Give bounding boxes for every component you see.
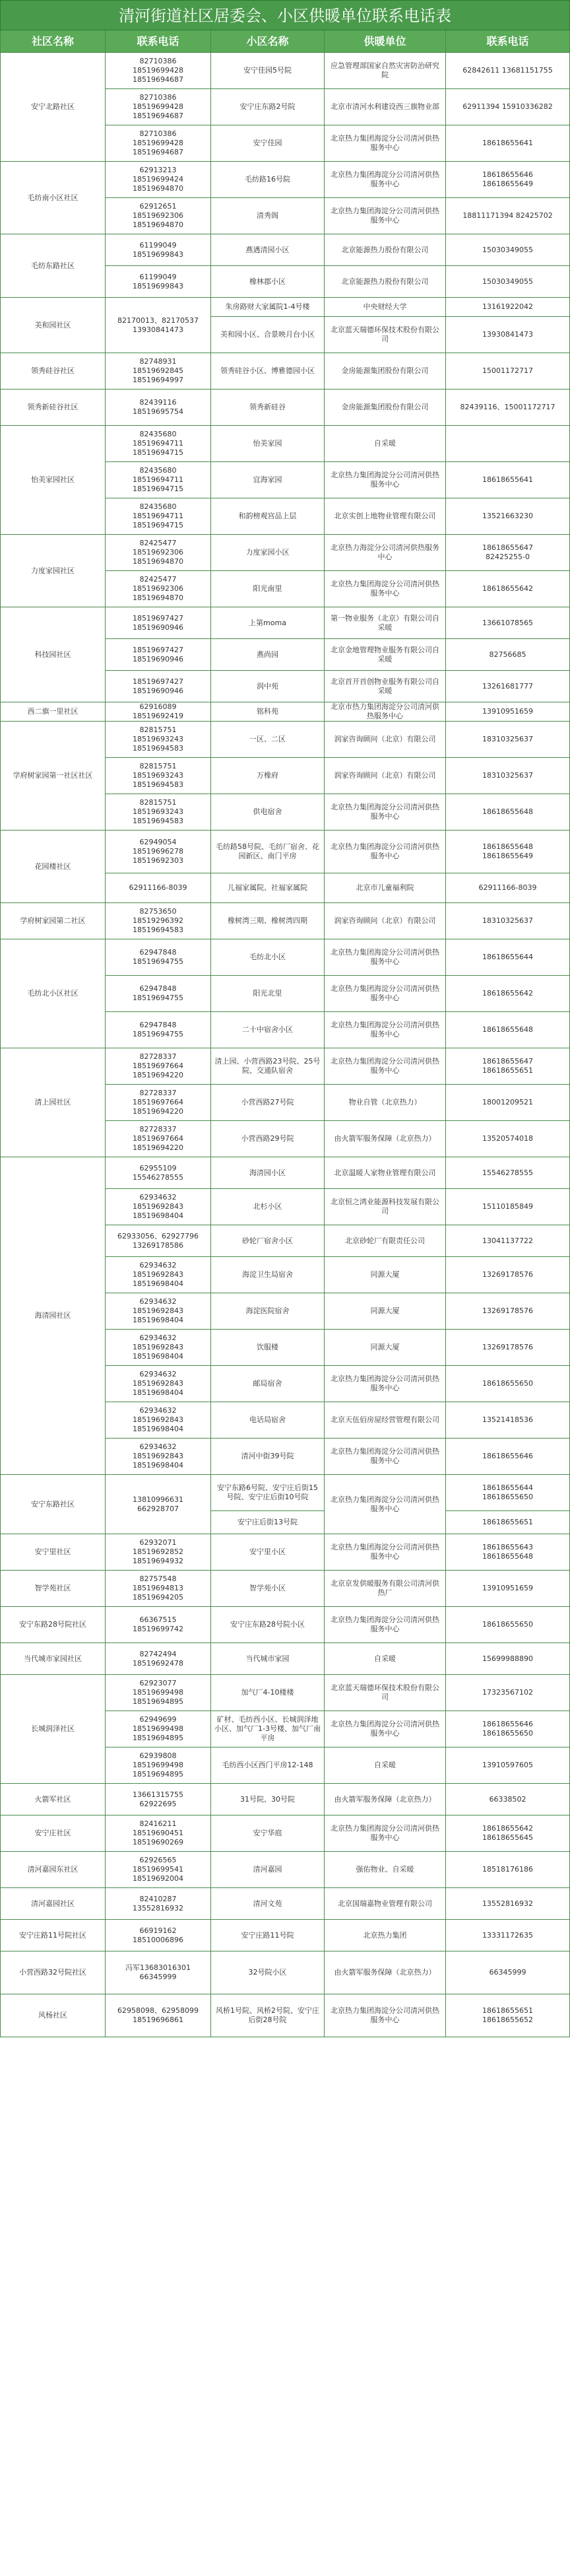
heating-unit: 北京温暖人家物业管理有限公司	[325, 1157, 446, 1189]
heating-unit: 北京热力集团海淀分公司清河供热服务中心	[325, 939, 446, 976]
compound-name: 阳光北里	[211, 976, 325, 1012]
community-phone: 82710386 18519699428 18519694687	[106, 53, 211, 89]
community-phone: 82425477 18519692306 18519694870	[106, 535, 211, 571]
compound-name: 当代城市家园	[211, 1643, 325, 1675]
community-phone: 62911166-8039	[106, 873, 211, 903]
community-name: 清河嘉园东社区	[0, 1852, 106, 1888]
heating-unit: 第一物业服务（北京）有限公司自采暖	[325, 607, 446, 639]
compound-name: 供电宿舍	[211, 794, 325, 830]
heating-phone: 18618655642	[446, 571, 570, 607]
compound-name: 橡林郡小区	[211, 266, 325, 298]
heating-phone: 15030349055	[446, 234, 570, 266]
heating-unit: 北京天伍佰房屋经营管理有限公司	[325, 1402, 446, 1439]
community-phone: 62934632 18519692843 18519698404	[106, 1293, 211, 1330]
community-phone: 62947848 18519694755	[106, 976, 211, 1012]
community-phone: 18519697427 18519690946	[106, 607, 211, 639]
compound-name: 清秀阁	[211, 198, 325, 234]
compound-name: 二十中宿舍小区	[211, 1012, 325, 1048]
community-phone: 62934632 18519692843 18519698404	[106, 1189, 211, 1225]
community-phone: 13661315755 62922695	[106, 1784, 211, 1815]
heating-unit: 北京热力集团海淀分公司清河供热服务中心	[325, 198, 446, 234]
community-phone: 61199049 18519699843	[106, 266, 211, 298]
heating-unit: 自采暖	[325, 1747, 446, 1784]
community-phone: 62932071 18519692852 18519694932	[106, 1534, 211, 1571]
compound-name: 清河文苑	[211, 1888, 325, 1920]
heating-phone: 13552816932	[446, 1888, 570, 1920]
heating-phone: 15699988890	[446, 1643, 570, 1675]
heating-phone: 13910951659	[446, 1571, 570, 1607]
community-name: 风杨社区	[0, 1994, 106, 2037]
community-name: 安宁东路社区	[0, 1475, 106, 1534]
community-name: 火箭军社区	[0, 1784, 106, 1815]
compound-name: 领秀新硅谷	[211, 390, 325, 426]
heating-unit: 北京市清河水利建设西三旗物业部	[325, 89, 446, 125]
heating-unit: 北京热力集团海淀分公司清河供热服务中心	[325, 1607, 446, 1643]
heating-phone: 66345999	[446, 1951, 570, 1994]
compound-name: 海淀卫生局宿舍	[211, 1257, 325, 1293]
compound-name: 安宁庄后街13号院	[211, 1511, 325, 1534]
compound-name: 上第moma	[211, 607, 325, 639]
community-name: 领秀新硅谷社区	[0, 390, 106, 426]
community-name: 安宁里社区	[0, 1534, 106, 1571]
heating-unit: 北京热力集团	[325, 1920, 446, 1951]
heating-phone: 18618655646 18618655649	[446, 162, 570, 198]
community-phone: 62934632 18519692843 18519698404	[106, 1439, 211, 1475]
compound-name: 海清园小区	[211, 1157, 325, 1189]
heating-unit: 北京热力集团海淀分公司清河供热服务中心	[325, 571, 446, 607]
header-heating-phone: 联系电话	[446, 30, 570, 53]
heating-phone: 18618655642 18618655645	[446, 1815, 570, 1852]
community-phone: 62934632 18519692843 18519698404	[106, 1330, 211, 1366]
compound-name: 清河嘉园	[211, 1852, 325, 1888]
compound-name: 安宁佳园5号院	[211, 53, 325, 89]
heating-phone: 15030349055	[446, 266, 570, 298]
heating-phone: 15001172717	[446, 353, 570, 390]
heating-phone: 18618655648	[446, 794, 570, 830]
compound-name: 毛纺路16号院	[211, 162, 325, 198]
heating-unit: 北京热力集团海淀分公司清河供热服务中心	[325, 125, 446, 162]
page-title: 清河街道社区居委会、小区供暖单位联系电话表	[0, 0, 570, 30]
community-phone: 82728337 18519697664 18519694220	[106, 1085, 211, 1121]
community-name: 科技园社区	[0, 607, 106, 702]
community-phone: 18519697427 18519690946	[106, 639, 211, 671]
compound-name: 领秀硅谷小区、博雅德园小区	[211, 353, 325, 390]
heating-unit: 由火箭军服务保障（北京热力）	[325, 1951, 446, 1994]
heating-phone: 17323567102	[446, 1675, 570, 1711]
heating-phone: 18618655644	[446, 939, 570, 976]
compound-name: 智学苑小区	[211, 1571, 325, 1607]
header-community-name: 社区名称	[0, 30, 106, 53]
community-phone: 82815751 18519693243 18519694583	[106, 758, 211, 794]
community-name: 安宁庄路11号院社区	[0, 1920, 106, 1951]
heating-phone: 13269178576	[446, 1330, 570, 1366]
compound-name: 毛纺路58号院、毛纺厂宿舍、花园新区、南门平房	[211, 830, 325, 873]
community-phone: 82435680 18519694711 18519694715	[106, 498, 211, 535]
compound-name: 万橡府	[211, 758, 325, 794]
community-name: 安宁北路社区	[0, 53, 106, 162]
community-name: 美和园社区	[0, 298, 106, 353]
heating-phone: 82439116、15001172717	[446, 390, 570, 426]
community-phone: 62934632 18519692843 18519698404	[106, 1366, 211, 1402]
heating-phone: 62911394 15910336282	[446, 89, 570, 125]
community-name: 西二旗一里社区	[0, 702, 106, 722]
heating-unit: 北京能源热力股份有限公司	[325, 266, 446, 298]
community-phone: 62912651 18519692306 18519694870	[106, 198, 211, 234]
compound-name: 安宁佳园	[211, 125, 325, 162]
compound-name: 加气厂4-10楼楼	[211, 1675, 325, 1711]
community-phone: 82416211 18519690451 18519690269	[106, 1815, 211, 1852]
heating-unit: 北京热力集团海淀分公司清河供热服务中心	[325, 976, 446, 1012]
heating-unit: 润家咨询顾问（北京）有限公司	[325, 758, 446, 794]
compound-name: 31号院、30号院	[211, 1784, 325, 1815]
heating-unit: 北京首开首创物业服务有限公司自采暖	[325, 671, 446, 702]
heating-unit: 润家咨询顾问（北京）有限公司	[325, 903, 446, 939]
heating-phone: 62911166-8039	[446, 873, 570, 903]
heating-phone: 18310325637	[446, 758, 570, 794]
community-name: 长城润泽社区	[0, 1675, 106, 1784]
heating-unit: 强佑物业、自采暖	[325, 1852, 446, 1888]
header-heating-unit: 供暖单位	[325, 30, 446, 53]
community-phone: 61199049 18519699843	[106, 234, 211, 266]
community-phone: 82710386 18519699428 18519694687	[106, 125, 211, 162]
compound-name: 北杉小区	[211, 1189, 325, 1225]
community-phone: 82757548 18519694813 18519694205	[106, 1571, 211, 1607]
compound-name: 铭科苑	[211, 702, 325, 722]
heating-unit: 由火箭军服务保障（北京热力）	[325, 1784, 446, 1815]
heating-phone: 18618655647 18618655651	[446, 1048, 570, 1085]
heating-unit: 北京市热力集团海淀分公司清河供热服务中心	[325, 702, 446, 722]
compound-name: 润中苑	[211, 671, 325, 702]
heating-unit: 同源大厦	[325, 1330, 446, 1366]
compound-name: 力度家园小区	[211, 535, 325, 571]
community-phone: 62923077 18519699498 18519694895	[106, 1675, 211, 1711]
heating-unit: 同源大厦	[325, 1257, 446, 1293]
community-name: 怡美家园社区	[0, 426, 106, 535]
community-phone: 62926565 18519699541 18519692004	[106, 1852, 211, 1888]
heating-phone: 13521663230	[446, 498, 570, 535]
heating-unit: 北京恒之鸿业能源科技发展有限公司	[325, 1189, 446, 1225]
heating-unit: 中央财经大学	[325, 298, 446, 317]
community-name: 力度家园社区	[0, 535, 106, 607]
heating-unit: 自采暖	[325, 426, 446, 462]
heating-phone: 15546278555	[446, 1157, 570, 1189]
community-phone: 82748931 18519692845 18519694997	[106, 353, 211, 390]
heating-phone: 18618655651	[446, 1511, 570, 1534]
heating-unit: 北京国瑞嘉物业管理有限公司	[325, 1888, 446, 1920]
heating-phone: 13910951659	[446, 702, 570, 722]
community-name: 海清园社区	[0, 1157, 106, 1475]
community-phone: 82815751 18519693243 18519694583	[106, 794, 211, 830]
compound-name: 安宁里小区	[211, 1534, 325, 1571]
compound-name: 安宁东路6号院、安宁庄后街15号院、安宁庄后街10号院	[211, 1475, 325, 1511]
heating-unit: 北京砂轮厂有限责任公司	[325, 1225, 446, 1257]
heating-phone: 18618655641	[446, 462, 570, 498]
compound-name: 儿福家属院、社福家属院	[211, 873, 325, 903]
heating-unit: 北京热力海淀分公司清河供热服务中心	[325, 535, 446, 571]
heating-unit: 北京蓝天瑞德环保技术股份有限公司	[325, 1675, 446, 1711]
heating-phone: 18618655647 82425255-0	[446, 535, 570, 571]
community-phone: 82410287 13552816932	[106, 1888, 211, 1920]
heating-unit: 北京热力集团海淀分公司清河供热服务中心	[325, 1048, 446, 1085]
heating-phone: 13331172635	[446, 1920, 570, 1951]
compound-name: 毛纺西小区西门平房12-148	[211, 1747, 325, 1784]
heating-phone: 18518176186	[446, 1852, 570, 1888]
community-phone: 82753650 18519296392 18519694583	[106, 903, 211, 939]
heating-phone: 13261681777	[446, 671, 570, 702]
heating-unit: 北京蓝天瑞德环保技术股份有限公司	[325, 317, 446, 353]
heating-unit: 同源大厦	[325, 1293, 446, 1330]
heating-unit: 润家咨询顾问（北京）有限公司	[325, 722, 446, 758]
compound-name: 橡树湾三期、橡树湾四期	[211, 903, 325, 939]
compound-name: 毛纺北小区	[211, 939, 325, 976]
heating-unit: 金房能源集团股份有限公司	[325, 390, 446, 426]
heating-phone: 18618655644 18618655650	[446, 1475, 570, 1511]
compound-name: 小营西路27号院	[211, 1085, 325, 1121]
compound-name: 清河中街39号院	[211, 1439, 325, 1475]
community-phone: 62934632 18519692843 18519698404	[106, 1402, 211, 1439]
heating-phone: 18618655650	[446, 1366, 570, 1402]
heating-phone: 13269178576	[446, 1257, 570, 1293]
compound-name: 邮局宿舍	[211, 1366, 325, 1402]
community-name: 安宁庄社区	[0, 1815, 106, 1852]
heating-unit: 金房能源集团股份有限公司	[325, 353, 446, 390]
heating-phone: 18618655648 18618655649	[446, 830, 570, 873]
compound-name: 燕遇清园小区	[211, 234, 325, 266]
community-phone: 62934632 18519692843 18519698404	[106, 1257, 211, 1293]
community-phone: 66367515 18519699742	[106, 1607, 211, 1643]
compound-name: 小营西路29号院	[211, 1121, 325, 1157]
heating-unit: 北京热力集团海淀分公司清河供热服务中心	[325, 1475, 446, 1534]
community-phone: 62916089 18519692419	[106, 702, 211, 722]
compound-name: 安宁庄东路2号院	[211, 89, 325, 125]
heating-phone: 18310325637	[446, 903, 570, 939]
heating-unit: 北京热力集团海淀分公司清河供热服务中心	[325, 794, 446, 830]
community-phone: 82710386 18519699428 18519694687	[106, 89, 211, 125]
community-phone: 82815751 18519693243 18519694583	[106, 722, 211, 758]
compound-name: 矿材、毛纺西小区、长城润泽地小区、加气厂1-3号楼、加气厂南平房	[211, 1711, 325, 1747]
heating-phone: 18001209521	[446, 1085, 570, 1121]
community-phone: 18519697427 18519690946	[106, 671, 211, 702]
heating-phone: 18618655646 18618655650	[446, 1711, 570, 1747]
community-name: 学府树家园第二社区	[0, 903, 106, 939]
community-phone: 62913213 18519699424 18519694870	[106, 162, 211, 198]
community-phone: 82742494 18519692478	[106, 1643, 211, 1675]
heating-phone: 13930841473	[446, 317, 570, 353]
compound-name: 安宁庄东路28号院小区	[211, 1607, 325, 1643]
community-phone: 82439116 18519695754	[106, 390, 211, 426]
compound-name: 砂轮厂宿舍小区	[211, 1225, 325, 1257]
compound-name: 海淀医院宿舍	[211, 1293, 325, 1330]
community-phone: 冯军13683016301 66345999	[106, 1951, 211, 1994]
community-phone: 82435680 18519694711 18519694715	[106, 426, 211, 462]
compound-name: 宜海家园	[211, 462, 325, 498]
heating-phone: 18811171394 82425702	[446, 198, 570, 234]
heating-phone: 15110185849	[446, 1189, 570, 1225]
compound-name: 清上园、小营西路23号院、25号院、交通队宿舍	[211, 1048, 325, 1085]
heating-unit: 北京热力集团海淀分公司清河供热服务中心	[325, 830, 446, 873]
heating-phone: 13661078565	[446, 607, 570, 639]
heating-phone: 66338502	[446, 1784, 570, 1815]
heating-unit: 北京热力集团海淀分公司清河供热服务中心	[325, 1366, 446, 1402]
community-name: 毛纺南小区社区	[0, 162, 106, 234]
community-name: 毛纺东路社区	[0, 234, 106, 298]
heating-phone: 13269178576	[446, 1293, 570, 1330]
community-name: 当代城市家园社区	[0, 1643, 106, 1675]
header-compound-name: 小区名称	[211, 30, 325, 53]
heating-unit: 北京热力集团海淀分公司清河供热服务中心	[325, 1711, 446, 1747]
heating-phone: 18618655646	[446, 1439, 570, 1475]
heating-unit: 应急管理部国家自然灾害防治研究院	[325, 53, 446, 89]
heating-phone: 18618655641	[446, 125, 570, 162]
community-phone: 62958098、62958099 18519696861	[106, 1994, 211, 2037]
heating-phone: 18618655642	[446, 976, 570, 1012]
heating-unit: 北京金地管理物业服务有限公司自采暖	[325, 639, 446, 671]
community-phone: 66919162 18510006896	[106, 1920, 211, 1951]
compound-name: 电话局宿舍	[211, 1402, 325, 1439]
community-phone: 62947848 18519694755	[106, 939, 211, 976]
heating-unit: 北京热力集团海淀分公司清河供热服务中心	[325, 1012, 446, 1048]
compound-name: 安宁庄路11号院	[211, 1920, 325, 1951]
community-phone: 62949054 18519696278 18519692303	[106, 830, 211, 873]
community-name: 学府树家园第一社区社区	[0, 722, 106, 830]
community-name: 清上园社区	[0, 1048, 106, 1157]
compound-name: 怡美家园	[211, 426, 325, 462]
heating-unit: 北京京发供暖服务有限公司清河供热厂	[325, 1571, 446, 1607]
heating-unit: 北京市儿童福利院	[325, 873, 446, 903]
community-phone: 62933056、62927796 13269178586	[106, 1225, 211, 1257]
community-name: 毛纺北小区社区	[0, 939, 106, 1048]
heating-unit: 由火箭军服务保障（北京热力）	[325, 1121, 446, 1157]
heating-phone: 13521418536	[446, 1402, 570, 1439]
heating-phone: 13910597605	[446, 1747, 570, 1784]
heating-phone: 18618655650	[446, 1607, 570, 1643]
heating-phone: 13161922042	[446, 298, 570, 317]
community-name: 小营西路32号院社区	[0, 1951, 106, 1994]
heating-unit: 自采暖	[325, 1643, 446, 1675]
community-name: 花园楼社区	[0, 830, 106, 903]
community-phone: 62955109 15546278555	[106, 1157, 211, 1189]
heating-phone: 62842611 13681151755	[446, 53, 570, 89]
community-phone: 62939808 18519699498 18519694895	[106, 1747, 211, 1784]
community-phone: 82435680 18519694711 18519694715	[106, 462, 211, 498]
compound-name: 燕尚园	[211, 639, 325, 671]
community-phone: 82170013、82170537 13930841473	[106, 298, 211, 353]
compound-name: 32号院小区	[211, 1951, 325, 1994]
heating-phone: 18310325637	[446, 722, 570, 758]
heating-phone	[446, 426, 570, 462]
community-name: 清河嘉园社区	[0, 1888, 106, 1920]
compound-name: 风桥1号院、风桥2号院、安宁庄后街28号院	[211, 1994, 325, 2037]
heating-unit: 北京热力集团海淀分公司清河供热服务中心	[325, 1815, 446, 1852]
heating-unit: 北京热力集团海淀分公司清河供热服务中心	[325, 1994, 446, 2037]
heating-unit: 物业自管（北京热力）	[325, 1085, 446, 1121]
community-name: 安宁东路28号院社区	[0, 1607, 106, 1643]
heating-unit: 北京能源热力股份有限公司	[325, 234, 446, 266]
community-phone: 82425477 18519692306 18519694870	[106, 571, 211, 607]
heating-phone: 13520574018	[446, 1121, 570, 1157]
heating-unit: 北京热力集团海淀分公司清河供热服务中心	[325, 162, 446, 198]
heating-unit: 北京实创上地物业管理有限公司	[325, 498, 446, 535]
compound-name: 美和园小区、合景映月台小区	[211, 317, 325, 353]
compound-name: 一区、二区	[211, 722, 325, 758]
compound-name: 和韵榜观宫品上层	[211, 498, 325, 535]
header-community-phone: 联系电话	[106, 30, 211, 53]
community-name: 智学苑社区	[0, 1571, 106, 1607]
compound-name: 阳光南里	[211, 571, 325, 607]
compound-name: 安宁华庭	[211, 1815, 325, 1852]
community-phone: 13810996631 662928707	[106, 1475, 211, 1534]
community-phone: 82728337 18519697664 18519694220	[106, 1121, 211, 1157]
community-phone: 62949699 18519699498 18519694895	[106, 1711, 211, 1747]
heating-phone: 18618655648	[446, 1012, 570, 1048]
heating-phone: 82756685	[446, 639, 570, 671]
community-phone: 62947848 18519694755	[106, 1012, 211, 1048]
community-name: 领秀硅谷社区	[0, 353, 106, 390]
heating-unit: 北京热力集团海淀分公司清河供热服务中心	[325, 462, 446, 498]
compound-name: 饮服楼	[211, 1330, 325, 1366]
compound-name: 朱房路财大家属院1-4号楼	[211, 298, 325, 317]
heating-phone: 18618655643 18618655648	[446, 1534, 570, 1571]
community-phone: 82728337 18519697664 18519694220	[106, 1048, 211, 1085]
heating-unit: 北京热力集团海淀分公司清河供热服务中心	[325, 1534, 446, 1571]
heating-phone: 13041137722	[446, 1225, 570, 1257]
heating-unit: 北京热力集团海淀分公司清河供热服务中心	[325, 1439, 446, 1475]
heating-phone: 18618655651 18618655652	[446, 1994, 570, 2037]
